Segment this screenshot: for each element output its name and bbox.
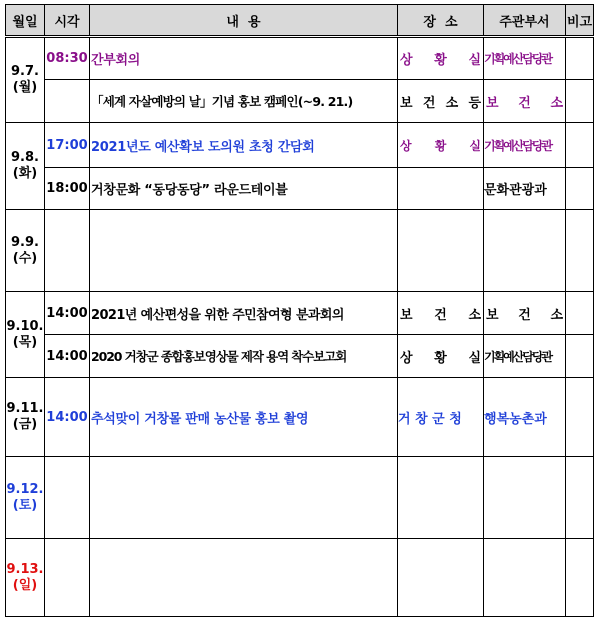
place-cell: 보 건 소 등 xyxy=(398,80,484,123)
date-cell: 9.13. (일) xyxy=(6,539,45,617)
place-cell: 상 황 실 xyxy=(398,37,484,80)
note-cell xyxy=(566,539,594,617)
time-cell: 18:00 xyxy=(45,168,90,210)
note-cell xyxy=(566,457,594,539)
header-org: 주관부서 xyxy=(484,5,566,37)
table-row xyxy=(6,210,594,292)
note-cell xyxy=(566,168,594,210)
time-cell: 14:00 xyxy=(45,292,90,335)
org-cell xyxy=(484,457,566,539)
table-row xyxy=(6,168,594,210)
note-cell xyxy=(566,335,594,378)
time-cell: 14:00 xyxy=(45,378,90,457)
org-cell: 문화관광과 xyxy=(484,168,566,210)
content-cell xyxy=(90,539,398,617)
table-row xyxy=(6,457,594,539)
time-cell: 17:00 xyxy=(45,123,90,168)
org-cell: 기획예산담당관 xyxy=(484,123,566,168)
place-cell xyxy=(398,210,484,292)
org-cell: 행복농촌과 xyxy=(484,378,566,457)
table-row xyxy=(6,80,594,123)
org-cell: 보 건 소 xyxy=(484,80,566,123)
content-cell: 거창문화 “동당동당” 라운드테이블 xyxy=(90,168,398,210)
note-cell xyxy=(566,292,594,335)
org-cell: 보 건 소 xyxy=(484,292,566,335)
time-cell xyxy=(45,80,90,123)
note-cell xyxy=(566,37,594,80)
content-cell: 2021년 예산편성을 위한 주민참여형 분과회의 xyxy=(90,292,398,335)
date-cell: 9.12. (토) xyxy=(6,457,45,539)
place-cell xyxy=(398,168,484,210)
date-cell: 9.9. (수) xyxy=(6,210,45,292)
header-note: 비고 xyxy=(566,5,594,37)
table-row xyxy=(6,335,594,378)
header-row xyxy=(6,5,594,37)
header-content: 내 용 xyxy=(90,5,398,37)
table-row xyxy=(6,37,594,80)
date-cell: 9.10. (목) xyxy=(6,292,45,378)
time-cell: 08:30 xyxy=(45,37,90,80)
place-cell xyxy=(398,457,484,539)
time-cell: 14:00 xyxy=(45,335,90,378)
note-cell xyxy=(566,210,594,292)
header-date: 월일 xyxy=(6,5,45,37)
place-cell: 상 황 실 xyxy=(398,123,484,168)
schedule-table xyxy=(5,4,594,617)
time-cell xyxy=(45,539,90,617)
org-cell xyxy=(484,210,566,292)
org-cell: 기획예산담당관 xyxy=(484,37,566,80)
note-cell xyxy=(566,123,594,168)
time-cell xyxy=(45,210,90,292)
content-cell: 2021년도 예산확보 도의원 초청 간담회 xyxy=(90,123,398,168)
org-cell xyxy=(484,539,566,617)
content-cell: 2020 거창군 종합홍보영상물 제작 용역 착수보고회 xyxy=(90,335,398,378)
content-cell: 「세계 자살예방의 날」기념 홍보 캠페인(~9. 21.) xyxy=(90,80,398,123)
date-cell: 9.8. (화) xyxy=(6,123,45,210)
content-cell: 간부회의 xyxy=(90,37,398,80)
header-place: 장 소 xyxy=(398,5,484,37)
date-cell: 9.11. (금) xyxy=(6,378,45,457)
note-cell xyxy=(566,378,594,457)
content-cell xyxy=(90,457,398,539)
place-cell: 보 건 소 xyxy=(398,292,484,335)
place-cell: 상 황 실 xyxy=(398,335,484,378)
date-cell: 9.7. (월) xyxy=(6,37,45,123)
table-row xyxy=(6,378,594,457)
schedule-sheet xyxy=(5,4,593,626)
table-row xyxy=(6,539,594,617)
place-cell xyxy=(398,539,484,617)
place-cell: 거 창 군 청 xyxy=(398,378,484,457)
content-cell xyxy=(90,210,398,292)
table-row xyxy=(6,123,594,168)
header-time: 시각 xyxy=(45,5,90,37)
note-cell xyxy=(566,80,594,123)
org-cell: 기획예산담당관 xyxy=(484,335,566,378)
table-row xyxy=(6,292,594,335)
time-cell xyxy=(45,457,90,539)
content-cell: 추석맞이 거창몰 판매 농산물 홍보 촬영 xyxy=(90,378,398,457)
